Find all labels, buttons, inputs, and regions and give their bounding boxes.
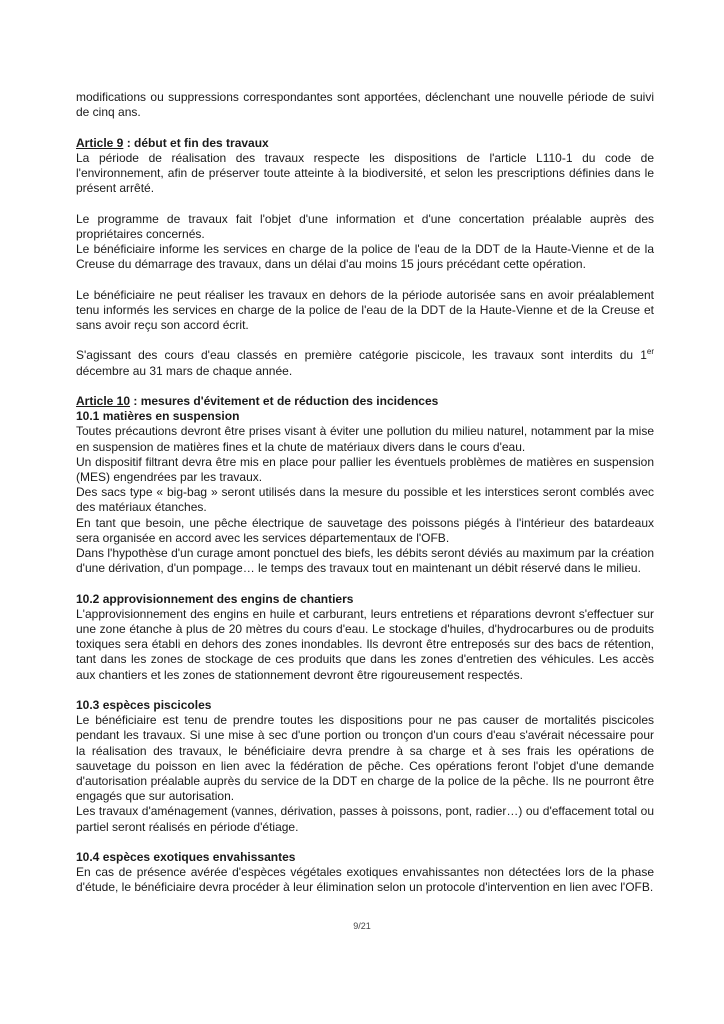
text-span: décembre au 31 mars de chaque année.	[76, 363, 293, 378]
article-9-paragraph: Le programme de travaux fait l'objet d'une information et d'une concertation préalable auprès des propriétaires concernés.	[76, 211, 654, 241]
section-10-1-paragraph: Dans l'hypothèse d'un curage amont ponctuel des biefs, les débits seront déviés au maximum par la création d'une dérivation, d'un pompage… le temps des travaux tout en maintenant un débit réservé dans le milieu.	[76, 546, 654, 576]
section-10-1-heading: 10.1 matières en suspension	[76, 409, 240, 424]
section-10-2-paragraph: L'approvisionnement des engins en huile et carburant, leurs entretiens et réparations devront s'effectuer sur une zone étanche à plus de 20 mètres du cours d'eau. Le stockage d'huiles, d'hydrocarbures ou de produits toxiques sera établi en dehors des zones inondables. Ils devront être entreposés sur des bacs de rétention, tant dans les zones de stockage de ces produits que dans les zones d'entretien des véhicules. Les accès aux chantiers et les zones de stationnement devront être rigoureusement respectés.	[76, 606, 654, 682]
section-10-3-heading: 10.3 espèces piscicoles	[76, 698, 212, 713]
text-span: S'agissant des cours d'eau classés en première catégorie piscicole, les travaux sont interdits du 1	[76, 348, 647, 363]
article-10-heading	[76, 394, 654, 409]
article-9-paragraph: Le bénéficiaire ne peut réaliser les travaux en dehors de la période autorisée sans en avoir préalablement tenu informés les services en charge de la police de l'eau de la DDT de la Haute-Vienne et de la Creuse et sans avoir reçu son accord écrit.	[76, 287, 654, 332]
article-9-title: : début et fin des travaux	[123, 135, 269, 150]
superscript: er	[646, 347, 654, 357]
section-10-1-paragraph: Toutes précautions devront être prises visant à éviter une pollution du milieu naturel, notamment par la mise en suspension de matières fines et la chute de matériaux divers dans le cours d'eau.	[76, 424, 654, 454]
article-9-paragraph: La période de réalisation des travaux respecte les dispositions de l'article L110-1 du code de l'environnement, afin de préserver toute atteinte à la biodiversité, et selon les prescriptions définies dans le présent arrêté.	[76, 150, 654, 196]
article-9-paragraph	[76, 348, 654, 378]
section-10-1-paragraph: Des sacs type « big-bag » seront utilisés dans la mesure du possible et les interstices seront comblés avec des matériaux étanches.	[76, 485, 654, 515]
article-10-label: Article 10	[76, 393, 131, 408]
article-9	[76, 136, 654, 379]
article-10-title: : mesures d'évitement et de réduction des incidences	[130, 393, 439, 408]
article-9-paragraph: Le bénéficiaire informe les services en charge de la police de l'eau de la DDT de la Haute-Vienne et de la Creuse du démarrage des travaux, dans un délai d'au moins 15 jours précédant cette opération.	[76, 242, 654, 272]
page-number: 9/21	[353, 920, 371, 931]
intro-paragraph: modifications ou suppressions correspondantes sont apportées, déclenchant une nouvelle période de suivi de cinq ans.	[76, 90, 654, 120]
document-page	[76, 0, 654, 896]
section-10-3-paragraph: Les travaux d'aménagement (vannes, dérivation, passes à poissons, pont, radier…) ou d'effacement total ou partiel seront réalisés en période d'étiage.	[76, 804, 654, 834]
section-10-3-paragraph: Le bénéficiaire est tenu de prendre toutes les dispositions pour ne pas causer de mortalités piscicoles pendant les travaux. Si une mise à sec d'une portion ou tronçon d'un cours d'eau s'avérait nécessaire pour la réalisation des travaux, le bénéficiaire devra prendre à sa charge et à ses frais les opérations de sauvetage du poisson en lien avec la fédération de pêche. Ces opérations feront l'objet d'une demande d'autorisation préalable auprès du service de la DDT en charge de la police de la pêche. Ils ne pourront être engagés que sur autorisation.	[76, 713, 654, 804]
article-10	[76, 394, 654, 896]
section-10-4-heading: 10.4 espèces exotiques envahissantes	[76, 850, 296, 865]
section-10-1-paragraph: Un dispositif filtrant devra être mis en place pour pallier les éventuels problèmes de matières en suspension (MES) engendrées par les travaux.	[76, 454, 654, 484]
section-10-2-heading: 10.2 approvisionnement des engins de chantiers	[76, 591, 354, 606]
article-9-label: Article 9	[76, 135, 124, 150]
section-10-4-paragraph: En cas de présence avérée d'espèces végétales exotiques envahissantes non détectées lors de la phase d'étude, le bénéficiaire devra procéder à leur élimination selon un protocole d'intervention en lien avec l'OFB.	[76, 865, 654, 895]
section-10-1-paragraph: En tant que besoin, une pêche électrique de sauvetage des poissons piégés à l'intérieur des batardeaux sera organisée en accord avec les services départementaux de l'OFB.	[76, 515, 654, 545]
article-9-heading	[76, 136, 654, 151]
